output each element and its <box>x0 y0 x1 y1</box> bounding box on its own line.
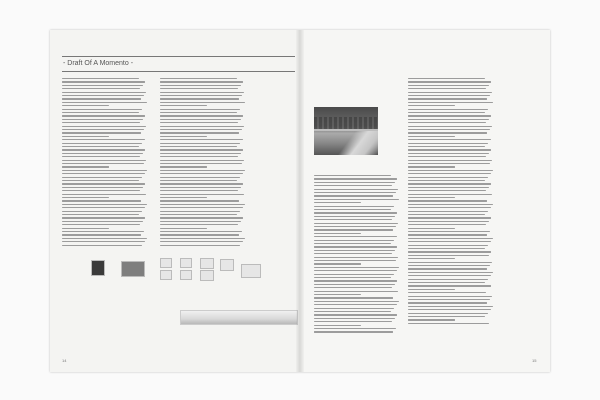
text-line <box>314 304 397 305</box>
text-line <box>314 250 395 251</box>
text-line <box>408 197 455 198</box>
text-line <box>408 262 492 263</box>
text-line <box>160 194 244 195</box>
text-line <box>408 160 492 161</box>
text-line <box>314 223 398 224</box>
text-line <box>408 126 492 127</box>
text-line <box>160 224 238 225</box>
left-text-column-1 <box>62 78 148 248</box>
text-line <box>160 221 241 222</box>
text-line <box>160 234 239 235</box>
text-line <box>62 136 109 137</box>
text-line <box>160 241 243 242</box>
text-line <box>160 207 243 208</box>
text-line <box>408 139 491 140</box>
text-line <box>408 296 492 297</box>
text-line <box>160 85 241 86</box>
text-line <box>62 166 109 167</box>
text-line <box>62 204 147 205</box>
text-line <box>408 81 491 82</box>
text-line <box>408 251 491 252</box>
text-line <box>408 105 455 106</box>
text-line <box>408 221 489 222</box>
text-line <box>62 200 141 201</box>
text-line <box>314 284 395 285</box>
text-line <box>314 325 361 326</box>
text-line <box>408 306 493 307</box>
text-line <box>160 197 207 198</box>
text-line <box>160 126 244 127</box>
text-line <box>408 224 486 225</box>
text-line <box>314 280 397 281</box>
text-line <box>62 238 147 239</box>
text-line <box>62 132 141 133</box>
text-line <box>160 115 243 116</box>
text-line <box>314 291 398 292</box>
text-line <box>408 163 490 164</box>
text-line <box>408 129 490 130</box>
text-line <box>62 207 145 208</box>
text-line <box>408 272 493 273</box>
text-line <box>160 187 241 188</box>
text-line <box>160 166 207 167</box>
thumbnail <box>200 270 214 281</box>
text-line <box>408 98 487 99</box>
text-line <box>408 258 455 259</box>
text-line <box>408 204 493 205</box>
left-page <box>50 30 300 372</box>
text-line <box>160 156 238 157</box>
text-line <box>62 146 139 147</box>
text-line <box>408 211 488 212</box>
text-line <box>408 255 489 256</box>
text-line <box>62 102 147 103</box>
text-line <box>160 78 237 79</box>
text-line <box>314 257 398 258</box>
text-line <box>62 170 147 171</box>
text-line <box>160 173 243 174</box>
text-line <box>314 314 397 315</box>
text-line <box>314 185 392 186</box>
text-line <box>160 214 237 215</box>
text-line <box>62 160 146 161</box>
text-line <box>160 153 241 154</box>
text-line <box>314 246 397 247</box>
text-line <box>160 170 245 171</box>
text-line <box>62 183 145 184</box>
text-line <box>62 78 139 79</box>
text-line <box>314 318 395 319</box>
text-line <box>314 219 392 220</box>
text-line <box>160 139 243 140</box>
text-line <box>314 233 361 234</box>
text-line <box>62 92 146 93</box>
text-line <box>314 226 396 227</box>
text-line <box>314 294 361 295</box>
page-number-left: 14 <box>62 358 67 363</box>
article-title: - Draft Of A Momento - <box>62 56 295 72</box>
text-line <box>160 122 238 123</box>
text-line <box>314 311 391 312</box>
text-line <box>408 143 488 144</box>
text-line <box>314 308 394 309</box>
text-line <box>408 268 487 269</box>
text-line <box>62 143 142 144</box>
text-line <box>314 236 397 237</box>
text-line <box>62 245 142 246</box>
text-line <box>62 211 142 212</box>
text-line <box>408 234 487 235</box>
text-line <box>160 217 243 218</box>
text-line <box>160 81 243 82</box>
text-line <box>314 260 396 261</box>
text-line <box>160 132 239 133</box>
text-line <box>314 199 399 200</box>
text-line <box>314 270 397 271</box>
text-line <box>408 279 488 280</box>
text-line <box>408 173 491 174</box>
text-line <box>160 143 240 144</box>
text-line <box>62 98 141 99</box>
text-line <box>160 204 245 205</box>
text-line <box>408 132 487 133</box>
text-line <box>408 299 490 300</box>
text-line <box>408 217 491 218</box>
text-line <box>314 175 391 176</box>
text-line <box>160 183 243 184</box>
text-line <box>408 109 488 110</box>
text-line <box>62 197 109 198</box>
text-line <box>62 173 145 174</box>
thumbnail <box>241 264 261 278</box>
text-line <box>408 95 490 96</box>
text-line <box>408 78 485 79</box>
text-line <box>408 248 485 249</box>
text-line <box>408 156 486 157</box>
text-line <box>408 122 486 123</box>
text-line <box>408 323 489 324</box>
text-line <box>408 231 490 232</box>
text-line <box>160 146 237 147</box>
text-line <box>408 92 492 93</box>
text-line <box>62 241 145 242</box>
text-line <box>62 177 142 178</box>
text-line <box>408 190 486 191</box>
text-line <box>62 228 109 229</box>
photo-strip <box>180 310 298 325</box>
text-line <box>408 265 490 266</box>
text-line <box>314 206 394 207</box>
text-line <box>62 190 140 191</box>
text-line <box>408 153 489 154</box>
contact-sheet-image <box>65 256 295 301</box>
text-line <box>160 190 238 191</box>
text-line <box>62 217 145 218</box>
text-line <box>62 231 144 232</box>
text-line <box>160 231 242 232</box>
text-line <box>160 180 237 181</box>
text-line <box>408 177 488 178</box>
text-line <box>62 234 141 235</box>
text-line <box>160 149 243 150</box>
text-line <box>314 328 396 329</box>
text-line <box>314 178 397 179</box>
text-line <box>160 98 239 99</box>
text-line <box>408 115 491 116</box>
text-line <box>314 229 393 230</box>
text-line <box>160 112 237 113</box>
text-line <box>62 129 144 130</box>
text-line <box>314 331 393 332</box>
landscape-photo <box>314 107 378 155</box>
text-line <box>62 214 139 215</box>
text-line <box>160 160 244 161</box>
text-line <box>314 274 394 275</box>
right-text-column-1 <box>314 175 400 335</box>
text-line <box>408 183 491 184</box>
text-line <box>160 109 240 110</box>
text-line <box>62 119 143 120</box>
text-line <box>314 301 399 302</box>
text-line <box>408 282 485 283</box>
text-line <box>160 238 245 239</box>
thumbnail <box>160 258 172 268</box>
text-line <box>314 240 394 241</box>
text-line <box>62 224 140 225</box>
text-line <box>160 136 207 137</box>
text-line <box>62 126 146 127</box>
text-line <box>408 136 455 137</box>
text-line <box>408 102 493 103</box>
thumbnail <box>200 258 214 269</box>
right-page <box>300 30 550 372</box>
text-line <box>408 146 485 147</box>
text-line <box>62 109 142 110</box>
text-line <box>408 149 491 150</box>
text-line <box>160 163 242 164</box>
left-text-column-2 <box>160 78 246 248</box>
page-number-right: 15 <box>532 358 537 363</box>
text-line <box>408 187 489 188</box>
thumbnail <box>220 259 234 271</box>
text-line <box>62 194 146 195</box>
text-line <box>62 187 143 188</box>
text-line <box>314 321 392 322</box>
text-line <box>408 112 485 113</box>
text-line <box>314 253 392 254</box>
text-line <box>408 214 485 215</box>
text-line <box>408 309 491 310</box>
text-line <box>408 194 492 195</box>
text-line <box>314 287 392 288</box>
text-line <box>160 245 240 246</box>
thumbnail <box>160 270 172 280</box>
text-line <box>408 85 489 86</box>
text-line <box>408 245 488 246</box>
text-line <box>160 228 207 229</box>
text-line <box>314 216 395 217</box>
text-line <box>160 95 242 96</box>
text-line <box>314 202 361 203</box>
book-spread <box>50 30 550 372</box>
text-line <box>314 195 393 196</box>
text-line <box>62 115 145 116</box>
thumbnail <box>91 260 105 276</box>
thumbnail <box>121 261 145 277</box>
text-line <box>62 163 144 164</box>
right-text-column-2 <box>408 78 494 328</box>
text-line <box>408 285 491 286</box>
text-line <box>314 212 397 213</box>
text-line <box>160 200 239 201</box>
text-line <box>62 122 140 123</box>
text-line <box>160 129 242 130</box>
text-line <box>314 189 398 190</box>
text-line <box>160 88 238 89</box>
text-line <box>160 119 241 120</box>
text-line <box>314 297 393 298</box>
text-line <box>408 207 491 208</box>
text-line <box>62 139 145 140</box>
book-spine <box>296 30 304 372</box>
text-line <box>160 177 240 178</box>
text-line <box>62 153 143 154</box>
text-line <box>62 81 145 82</box>
text-line <box>408 170 493 171</box>
text-line <box>408 241 491 242</box>
thumbnail <box>180 270 192 280</box>
text-line <box>314 243 391 244</box>
text-line <box>314 267 399 268</box>
text-line <box>408 319 455 320</box>
text-line <box>62 105 109 106</box>
text-line <box>314 277 391 278</box>
text-line <box>314 209 391 210</box>
text-line <box>62 149 145 150</box>
text-line <box>160 92 244 93</box>
text-line <box>408 166 455 167</box>
text-line <box>160 105 207 106</box>
text-line <box>314 263 361 264</box>
text-line <box>408 180 485 181</box>
text-line <box>62 112 139 113</box>
text-line <box>160 211 240 212</box>
text-line <box>408 200 487 201</box>
text-line <box>314 192 396 193</box>
text-line <box>62 221 143 222</box>
text-line <box>408 289 455 290</box>
text-line <box>408 313 488 314</box>
text-line <box>408 292 486 293</box>
thumbnail <box>180 258 192 268</box>
text-line <box>62 95 144 96</box>
text-line <box>62 88 140 89</box>
text-line <box>408 238 493 239</box>
text-line <box>314 182 395 183</box>
text-line <box>62 180 139 181</box>
text-line <box>408 302 487 303</box>
text-line <box>408 228 455 229</box>
text-line <box>408 275 491 276</box>
text-line <box>62 156 140 157</box>
text-line <box>408 88 486 89</box>
text-line <box>408 119 489 120</box>
text-line <box>408 316 485 317</box>
text-line <box>160 102 245 103</box>
text-line <box>62 85 143 86</box>
